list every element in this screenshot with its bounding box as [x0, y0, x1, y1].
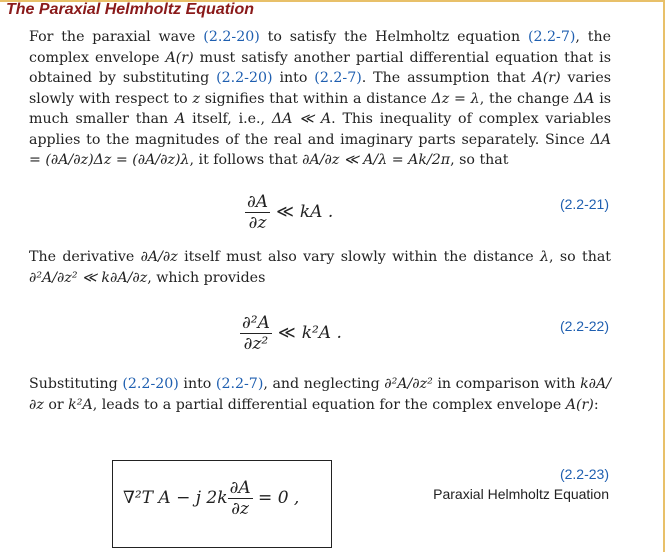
fraction: [245, 192, 270, 233]
equation-2-2-22: [240, 313, 342, 354]
text: , the change: [479, 90, 574, 107]
fraction-numerator: ∂A: [247, 192, 269, 212]
text: signifies that within a distance: [199, 90, 432, 107]
text: The derivative: [29, 249, 141, 265]
equation-number: (2.2-22): [559, 318, 609, 334]
equation-reference-link[interactable]: (2.2-20): [203, 29, 260, 45]
equation-reference-link[interactable]: (2.2-7): [215, 376, 264, 392]
fraction-numerator: ∂A: [229, 478, 251, 498]
text: into: [272, 70, 315, 86]
math-inline: k²A: [68, 396, 93, 413]
equation-reference-link[interactable]: (2.2-7): [527, 29, 576, 45]
paragraph-substitution: [29, 374, 611, 415]
text: , which provides: [147, 269, 266, 286]
text: . The assumption that: [361, 70, 533, 86]
equation-rhs: = 0 ,: [258, 488, 300, 508]
text: is much smaller than: [29, 90, 612, 127]
fraction-denominator: ∂z²: [240, 333, 272, 354]
fraction: [240, 313, 272, 354]
text: in comparison with: [432, 376, 581, 392]
fraction: [228, 478, 253, 519]
equation-rhs: kA .: [299, 202, 334, 222]
math-inline: ∂A/∂z ≪ A/λ = Ak/2π: [302, 152, 451, 168]
fraction-denominator: ∂z: [228, 498, 253, 519]
text: For the paraxial wave: [29, 29, 204, 45]
math-inline: ΔA: [573, 90, 595, 107]
math-inline: ∂²A/∂z² ≪ k∂A/∂z: [29, 269, 148, 286]
equation-rhs: k²A .: [301, 323, 342, 343]
equation-reference-link[interactable]: (2.2-20): [122, 376, 179, 392]
section-heading: The Paraxial Helmholtz Equation: [6, 1, 255, 18]
text: Substituting: [29, 376, 123, 392]
equation-caption: Paraxial Helmholtz Equation: [433, 486, 609, 502]
text: , so that: [450, 152, 509, 168]
fraction-numerator: ∂²A: [242, 313, 270, 333]
math-inline: Δz = λ: [431, 90, 480, 107]
equation-reference-link[interactable]: (2.2-7): [314, 70, 362, 86]
math-inline: ∂²A/∂z²: [384, 376, 433, 392]
equation-2-2-21: [245, 192, 333, 233]
math-inline: ΔA ≪ A: [271, 111, 332, 127]
text: into: [178, 376, 216, 392]
text: itself must also vary slowly within the distance: [177, 249, 541, 265]
text: , the complex envelope: [29, 29, 611, 66]
math-inline: ΔA = (∂A/∂z)Δz = (∂A/∂z)λ: [29, 131, 611, 168]
paragraph-derivative: [29, 247, 611, 288]
text: , and neglecting: [263, 376, 385, 392]
relation-symbol: ≪: [276, 202, 294, 222]
math-inline: A(r): [165, 49, 194, 66]
relation-symbol: ≪: [277, 323, 296, 343]
math-inline: z: [192, 90, 200, 107]
math-inline: A(r): [532, 70, 561, 86]
text: must satisfy another partial differential equation that is obtained by substituting: [29, 49, 612, 86]
text: , leads to a partial differential equation for the complex envelope: [92, 396, 566, 413]
text: . This inequality of complex variables applies to the magnitudes of the real and imaginary parts separately. Since: [29, 111, 611, 148]
math-inline: ∂A/∂z: [140, 249, 178, 265]
math-inline: λ: [540, 249, 550, 265]
text: varies slowly with respect to: [29, 70, 612, 107]
equation-reference-link[interactable]: (2.2-20): [216, 70, 273, 86]
text: or: [43, 396, 69, 413]
equation-number: (2.2-23): [559, 466, 609, 482]
equation-number: (2.2-21): [559, 196, 609, 212]
text: , so that: [549, 249, 612, 265]
fraction-denominator: ∂z: [245, 212, 270, 233]
equation-lhs: ∇²T A − j 2k: [123, 488, 228, 508]
text: , it follows that: [189, 152, 303, 168]
equation-2-2-23: [123, 478, 299, 519]
paragraph-intro: [29, 27, 611, 171]
text: itself, i.e.,: [185, 111, 272, 127]
math-inline: k∂A/∂z: [29, 376, 612, 413]
text: to satisfy the Helmholtz equation: [259, 29, 528, 45]
math-inline: A: [175, 111, 186, 127]
text: :: [593, 396, 599, 413]
math-inline: A(r): [565, 396, 594, 413]
